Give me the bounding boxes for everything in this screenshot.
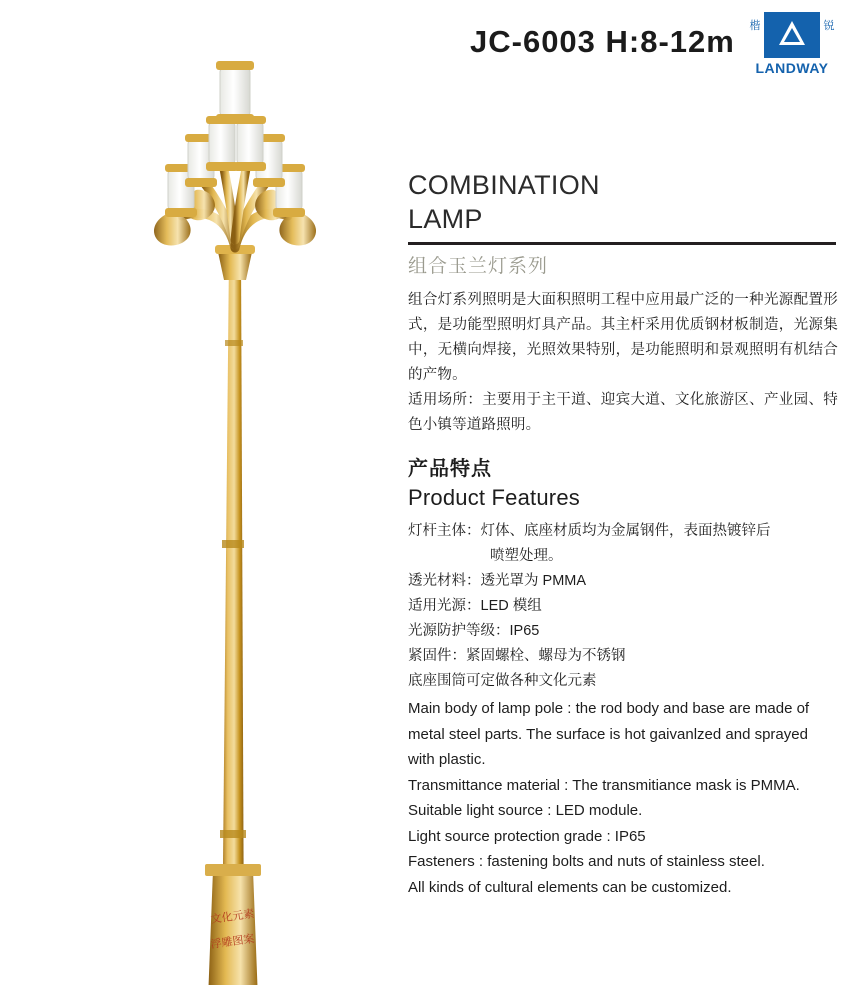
features-heading-english: Product Features [408,485,580,510]
spec-row [408,619,838,644]
shield-triangle-icon [764,12,820,58]
brand-cn-left: 楷 [749,20,761,32]
model-title: JC-6003 H:8-12m [470,24,735,59]
features-heading-chinese: 产品特点 [408,458,492,480]
spec-row [408,644,838,669]
spec-value: LED 模组 [480,598,542,614]
application-chinese: 适用场所：主要用于主干道、迎宾大道、文化旅游区、产业园、特色小镇等道路照明。 [408,392,838,433]
spec-en-item: Light source protection grade : IP65 [408,827,646,845]
spec-row [408,569,838,594]
svg-text:文化元素: 文化元素 [209,908,256,927]
brand-cn-right: 锐 [823,20,835,32]
spec-list-chinese [408,519,838,694]
spec-en-item: All kinds of cultural elements can be customized. [408,878,732,896]
spec-en-item: Main body of lamp pole : the rod body and base are made of metal steel parts. The surface is hot gaivanlzed and sprayed with plastic. [408,700,810,768]
subtitle-chinese: 组合玉兰灯系列 [408,256,549,277]
spec-key: 适用光源： [408,598,481,614]
spec-value: 透光罩为 PMMA [480,573,587,589]
page-title-line1: COMBINATION [408,170,600,200]
spec-row [408,519,838,569]
spec-key: 光源防护等级： [408,623,510,639]
spec-en-item: Transmittance material : The transmitiance mask is PMMA. [408,776,800,794]
spec-list-english [408,696,838,900]
spec-en-item: Suitable light source : LED module. [408,802,643,819]
spec-row [408,594,838,619]
brand-logo [746,12,838,76]
spec-key: 紧固件： [408,648,466,664]
spec-key: 底座围筒可定做各种文化元素 [408,673,597,689]
brand-name: LANDWAY [755,60,829,76]
product-image [110,40,400,985]
spec-row [408,669,838,694]
description-chinese: 组合灯系列照明是大面积照明工程中应用最广泛的一种光源配置形式，是功能型照明灯具产品。其主杆采用优质钢材板制造，光源集中，无横向焊接，光照效果特别，是功能照明和景观照明有机结合的产物。 [408,292,838,383]
title-divider [408,242,836,245]
spec-key: 透光材料： [408,573,481,589]
description-block [408,288,838,438]
page-title-line2: LAMP [408,204,483,234]
spec-value: 灯体、底座材质均为金属钢件，表面热镀锌后 [480,523,771,539]
content-column [408,168,838,900]
spec-value: 紧固螺栓、螺母为不锈钢 [466,648,626,664]
spec-key: 灯杆主体： [408,523,481,539]
spec-value-continued: 喷塑处理。 [490,548,563,564]
page-title [408,168,838,236]
svg-text:浮雕图案: 浮雕图案 [209,933,256,952]
spec-value: IP65 [509,623,540,639]
spec-en-item: Fasteners : fastening bolts and nuts of stainless steel. [408,853,765,870]
